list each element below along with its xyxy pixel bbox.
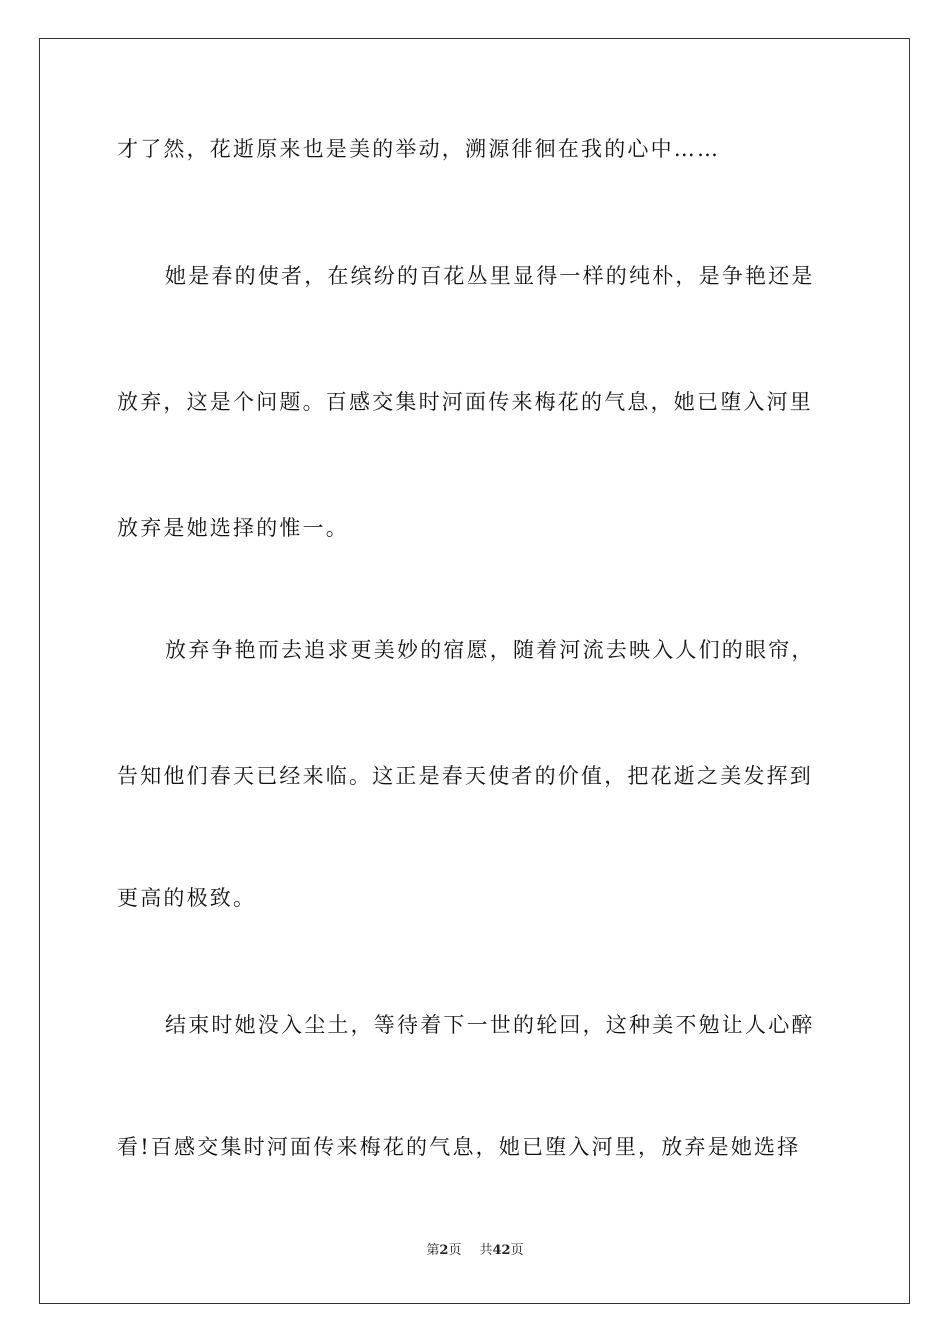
paragraph-1-line-2: 放弃，这是个问题。百感交集时河面传来梅花的气息，她已堕入河里 [117, 390, 813, 414]
paragraph-1-line-1: 她是春的使者，在缤纷的百花丛里显得一样的纯朴，是争艳还是 [165, 264, 815, 288]
total-pages-suffix: 页 [510, 1243, 524, 1258]
page-number: 2 [439, 1243, 449, 1258]
page-number-suffix: 页 [448, 1243, 462, 1258]
paragraph-2-line-3: 更高的极致。 [117, 886, 257, 910]
page-frame [39, 38, 910, 1304]
paragraph-3-line-2: 看!百感交集时河面传来梅花的气息，她已堕入河里，放弃是她选择 [117, 1135, 801, 1159]
page-number-prefix: 第 [426, 1243, 440, 1258]
page-footer [0, 1242, 950, 1260]
total-pages-prefix: 共 [479, 1243, 493, 1258]
text-line-1: 才了然，花逝原来也是美的举动，溯源徘徊在我的心中…… [117, 137, 721, 161]
total-pages: 42 [492, 1243, 511, 1258]
paragraph-3-line-1: 结束时她没入尘土，等待着下一世的轮回，这种美不勉让人心醉 [165, 1013, 815, 1037]
paragraph-2-line-2: 告知他们春天已经来临。这正是春天使者的价值，把花逝之美发挥到 [117, 764, 813, 788]
paragraph-1-line-3: 放弃是她选择的惟一。 [117, 516, 349, 540]
paragraph-2-line-1: 放弃争艳而去追求更美妙的宿愿，随着河流去映入人们的眼帘， [165, 638, 815, 662]
